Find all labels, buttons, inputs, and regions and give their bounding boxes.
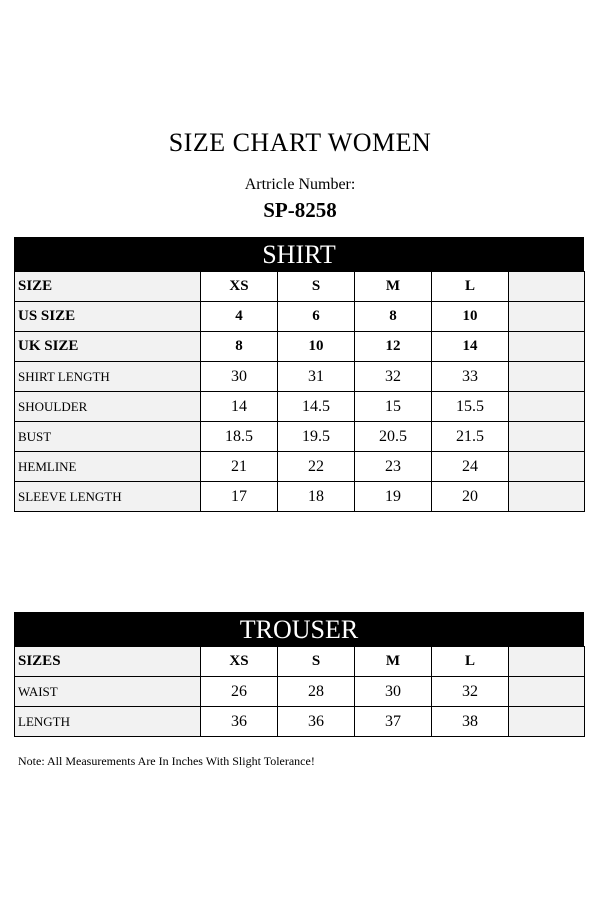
table-cell: 21 [201, 452, 278, 482]
table-cell: 8 [201, 332, 278, 362]
table-cell: 20.5 [355, 422, 432, 452]
table-row [15, 332, 585, 362]
table-cell: 36 [201, 707, 278, 737]
table-cell: 10 [432, 302, 509, 332]
table-row [15, 422, 585, 452]
shirt-header: SHIRT [14, 237, 584, 271]
empty-cell [509, 422, 585, 452]
row-label: HEMLINE [15, 452, 201, 482]
table-row [15, 452, 585, 482]
empty-cell [509, 362, 585, 392]
row-label: SHOULDER [15, 392, 201, 422]
table-cell: 32 [355, 362, 432, 392]
table-cell: S [278, 647, 355, 677]
table-cell: 10 [278, 332, 355, 362]
table-cell: 33 [432, 362, 509, 392]
measurement-note: Note: All Measurements Are In Inches With Slight Tolerance! [18, 754, 315, 768]
table-cell: 32 [432, 677, 509, 707]
table-cell: 23 [355, 452, 432, 482]
table-cell: 19 [355, 482, 432, 512]
table-cell: 14 [201, 392, 278, 422]
empty-cell [509, 302, 585, 332]
table-row [15, 677, 585, 707]
shirt-size-table [14, 237, 584, 512]
table-cell: 15.5 [432, 392, 509, 422]
row-label: BUST [15, 422, 201, 452]
trouser-size-table [14, 612, 584, 737]
row-label: SLEEVE LENGTH [15, 482, 201, 512]
table-cell: 30 [355, 677, 432, 707]
table-cell: 18 [278, 482, 355, 512]
table-cell: 21.5 [432, 422, 509, 452]
table-cell: S [278, 272, 355, 302]
shirt-table [14, 271, 585, 512]
row-label: SHIRT LENGTH [15, 362, 201, 392]
table-row [15, 272, 585, 302]
empty-cell [509, 677, 585, 707]
empty-cell [509, 482, 585, 512]
table-cell: 12 [355, 332, 432, 362]
table-cell: M [355, 272, 432, 302]
row-label: SIZES [15, 647, 201, 677]
table-cell: 4 [201, 302, 278, 332]
table-cell: L [432, 272, 509, 302]
table-cell: 8 [355, 302, 432, 332]
page-title: SIZE CHART WOMEN [168, 128, 432, 157]
table-cell: 30 [201, 362, 278, 392]
empty-cell [509, 272, 585, 302]
trouser-table [14, 646, 585, 737]
table-cell: 15 [355, 392, 432, 422]
table-cell: XS [201, 647, 278, 677]
table-row [15, 482, 585, 512]
row-label: UK SIZE [15, 332, 201, 362]
empty-cell [509, 332, 585, 362]
article-number-label: Artricle Number: [244, 176, 356, 193]
row-label: SIZE [15, 272, 201, 302]
table-cell: 28 [278, 677, 355, 707]
table-row [15, 707, 585, 737]
empty-cell [509, 452, 585, 482]
table-cell: 18.5 [201, 422, 278, 452]
table-cell: 14 [432, 332, 509, 362]
trouser-header: TROUSER [14, 612, 584, 646]
table-cell: 14.5 [278, 392, 355, 422]
table-cell: 6 [278, 302, 355, 332]
table-cell: 36 [278, 707, 355, 737]
article-number: SP-8258 [263, 198, 337, 222]
table-row [15, 302, 585, 332]
table-cell: 17 [201, 482, 278, 512]
table-cell: 19.5 [278, 422, 355, 452]
empty-cell [509, 707, 585, 737]
row-label: WAIST [15, 677, 201, 707]
row-label: LENGTH [15, 707, 201, 737]
table-cell: 20 [432, 482, 509, 512]
table-cell: 38 [432, 707, 509, 737]
table-row [15, 647, 585, 677]
table-cell: 24 [432, 452, 509, 482]
table-cell: 26 [201, 677, 278, 707]
table-cell: L [432, 647, 509, 677]
table-row [15, 392, 585, 422]
table-cell: 37 [355, 707, 432, 737]
table-cell: 31 [278, 362, 355, 392]
table-cell: M [355, 647, 432, 677]
empty-cell [509, 647, 585, 677]
row-label: US SIZE [15, 302, 201, 332]
empty-cell [509, 392, 585, 422]
table-row [15, 362, 585, 392]
table-cell: 22 [278, 452, 355, 482]
table-cell: XS [201, 272, 278, 302]
